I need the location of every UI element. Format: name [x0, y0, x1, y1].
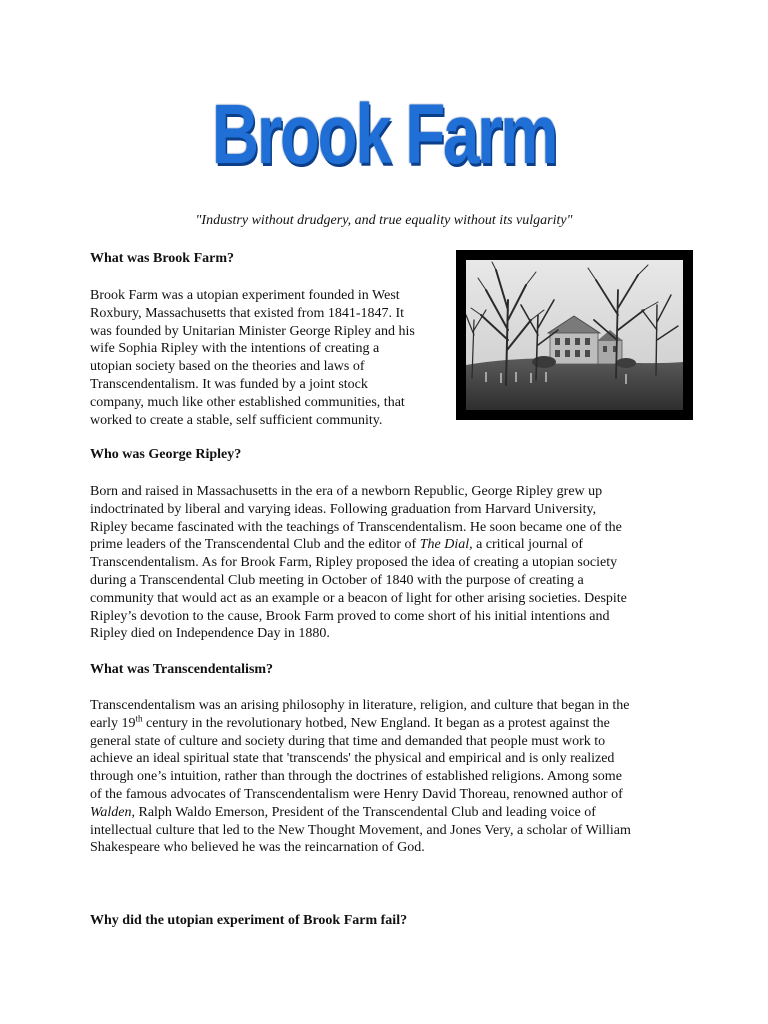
text-line: Shakespeare who believed he was the reincarnation of God. — [90, 840, 425, 856]
paragraph-transcendentalism — [90, 697, 631, 857]
text-line: Transcendentalism. As for Brook Farm, Ripley proposed the idea of creating a utopian society — [90, 555, 618, 571]
text-line: was founded by Unitarian Minister George Ripley and his — [90, 323, 415, 339]
text-line: general state of culture and society during that time and demanded that people must work to — [90, 733, 606, 749]
paragraph-george-ripley — [90, 483, 627, 643]
text-line: worked to create a stable, self sufficient community. — [90, 412, 383, 428]
page-title: Brook Farm — [211, 87, 557, 181]
the-dial-title: The Dial, — [419, 537, 473, 553]
text-line: Transcendentalism was an arising philosophy in literature, religion, and culture that began in the — [90, 698, 630, 713]
heading-why-did-brook-farm-fail: Why did the utopian experiment of Brook Farm fail? — [90, 913, 408, 928]
text-line: Ripley’s devotion to the cause, Brook Farm proved to come short of his initial intentions and — [90, 608, 610, 624]
text-line: Ripley became fascinated with the teachings of Transcendentalism. He soon became one of the — [90, 519, 622, 535]
text-line: Brook Farm was a utopian experiment founded in West — [90, 288, 400, 303]
heading-what-was-transcendentalism: What was Transcendentalism? — [90, 662, 274, 677]
heading-what-was-brook-farm: What was Brook Farm? — [90, 251, 235, 266]
text-line: indoctrinated by liberal and varying ideas. Following graduation from Harvard University, — [90, 501, 597, 517]
text-line: intellectual culture that led to the New Thought Movement, and Jones Very, a scholar of William — [90, 822, 631, 838]
brook-farm-photo-frame — [456, 250, 693, 420]
text-line: during a Transcendental Club meeting in October of 1840 with the purpose of creating a — [90, 572, 584, 588]
text-line: Transcendentalism. It was funded by a joint stock — [90, 376, 368, 392]
walden-title: Walden — [90, 804, 132, 820]
text-line: company, much like other established communities, that — [90, 394, 405, 410]
text-line: Born and raised in Massachusetts in the era of a newborn Republic, George Ripley grew up — [90, 484, 603, 499]
text-line: through one’s intuition, rather than through the doctrines of established religions. Among some — [90, 769, 622, 785]
paragraph-brook-farm — [90, 287, 415, 429]
heading-who-was-george-ripley: Who was George Ripley? — [90, 447, 242, 462]
text-segment: early 19 — [90, 715, 136, 731]
text-line: Roxbury, Massachusetts that existed from 1841-1847. It — [90, 305, 405, 321]
text-line — [90, 715, 631, 733]
text-line: wife Sophia Ripley with the intentions of creating a — [90, 341, 380, 357]
text-line: community that would act as an example or a beacon of light for other arising societies. Despite — [90, 590, 627, 606]
text-line — [90, 804, 631, 822]
text-line: achieve an ideal spiritual state that 'transcends' the physical and empirical and is only realized — [90, 751, 615, 767]
text-segment: prime leaders of the Transcendental Club and the editor of — [90, 537, 420, 553]
text-line: of the famous advocates of Transcendentalism were Henry David Thoreau, renowned author of — [90, 786, 623, 802]
text-segment: century in the revolutionary hotbed, New England. It began as a protest against the — [142, 715, 610, 731]
text-line — [90, 536, 627, 554]
epigraph-quote: "Industry without drudgery, and true equality without its vulgarity" — [195, 213, 573, 228]
text-segment: , Ralph Waldo Emerson, President of the Transcendental Club and leading voice of — [131, 804, 596, 820]
text-line: utopian society based on the theories and laws of — [90, 359, 365, 375]
text-segment: a critical journal of — [472, 537, 583, 553]
brook-farm-photo — [466, 260, 683, 410]
superscript-th: th — [135, 713, 143, 724]
text-line: Ripley died on Independence Day in 1880. — [90, 626, 330, 642]
